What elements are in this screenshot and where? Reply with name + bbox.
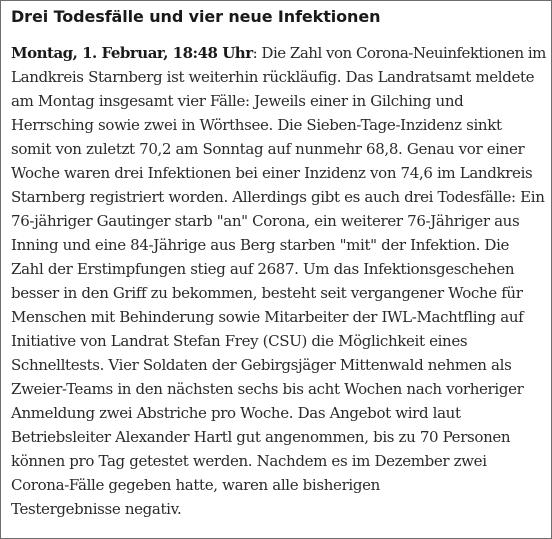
article-line: [11, 41, 546, 65]
article-line: Woche waren drei Infektionen bei einer Inzidenz von 74,6 im Landkreis: [11, 164, 533, 182]
article-line: Zahl der Erstimpfungen stieg auf 2687. Um das Infektionsgeschehen: [11, 260, 515, 278]
article-line: Inning und eine 84-Jährige aus Berg starben "mit" der Infektion. Die: [11, 236, 510, 254]
article-line-text: : Die Zahl von Corona-Neuinfektionen im: [252, 44, 546, 62]
article-dateline: Montag, 1. Februar, 18:48 Uhr: [11, 44, 253, 62]
article-line: Initiative von Landrat Stefan Frey (CSU) die Möglichkeit eines: [11, 332, 468, 350]
article-line: Menschen mit Behinderung sowie Mitarbeiter der IWL-Machtfling auf: [11, 308, 524, 326]
article-heading: Drei Todesfälle und vier neue Infektionen: [11, 7, 381, 26]
article-line: können pro Tag getestet werden. Nachdem es im Dezember zwei: [11, 452, 487, 470]
article-line: Landkreis Starnberg ist weiterhin rückläufig. Das Landratsamt meldete: [11, 68, 535, 86]
article-line: Herrsching sowie zwei in Wörthsee. Die Sieben-Tage-Inzidenz sinkt: [11, 116, 502, 134]
article-line: Anmeldung zwei Abstriche pro Woche. Das Angebot wird laut: [11, 404, 461, 422]
article-line: am Montag insgesamt vier Fälle: Jeweils einer in Gilching und: [11, 92, 464, 110]
article-line: somit von zuletzt 70,2 am Sonntag auf nunmehr 68,8. Genau vor einer: [11, 140, 525, 158]
article-line: besser in den Griff zu bekommen, besteht seit vergangener Woche für: [11, 284, 523, 302]
article-line: 76-jähriger Gautinger starb "an" Corona, ein weiterer 76-Jähriger aus: [11, 212, 520, 230]
article-line: Starnberg registriert worden. Allerdings gibt es auch drei Todesfälle: Ein: [11, 188, 545, 206]
article-line: Schnelltests. Vier Soldaten der Gebirgsjäger Mittenwald nehmen als: [11, 356, 512, 374]
article-line: Testergebnisse negativ.: [11, 500, 182, 518]
article-line: Betriebsleiter Alexander Hartl gut angenommen, bis zu 70 Personen: [11, 428, 511, 446]
article-body: [11, 41, 546, 521]
article-line: Zweier-Teams in den nächsten sechs bis acht Wochen nach vorheriger: [11, 380, 524, 398]
article-line: Corona-Fälle gegeben hatte, waren alle bisherigen: [11, 476, 380, 494]
